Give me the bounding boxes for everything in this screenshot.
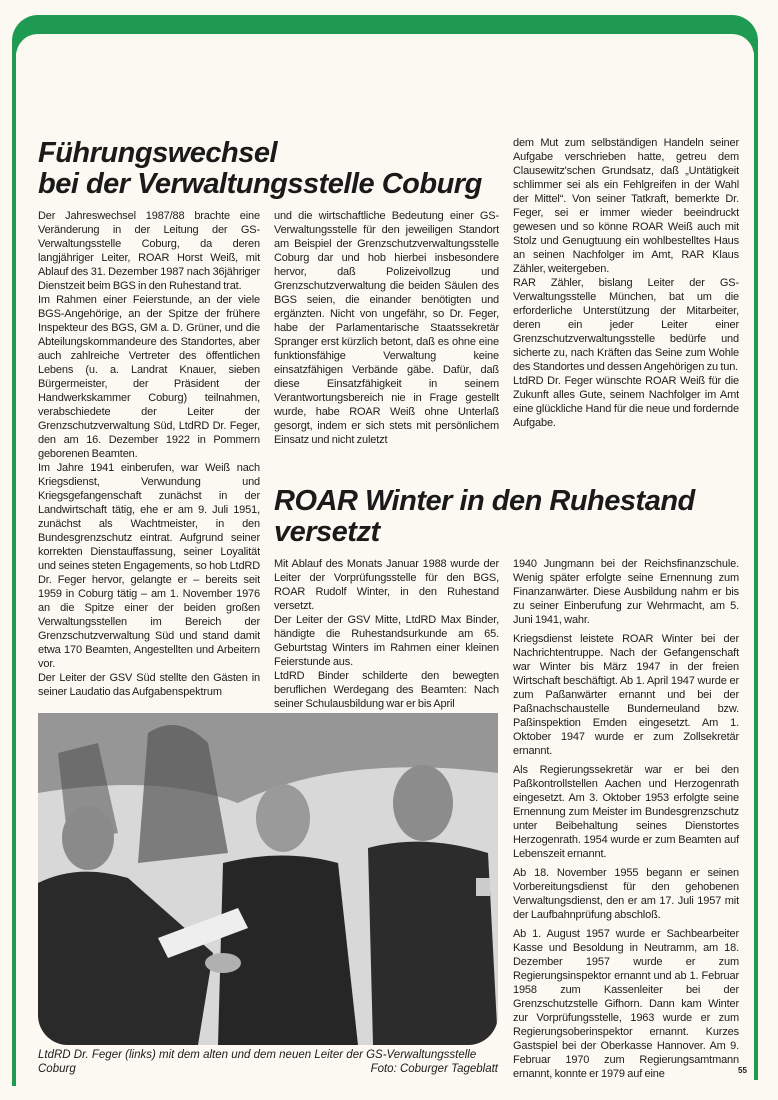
paragraph: LtdRD Dr. Feger wünschte ROAR Weiß für die Zukunft alles Gute, seinem Nachfolger im Amt eine glückliche Hand für die neue und fordernde Aufgabe. bbox=[513, 375, 739, 429]
paragraph: Der Jahreswechsel 1987/88 brachte eine Veränderung in der Leitung der GS-Verwaltungsstelle Coburg, da deren langjähriger Leiter, ROAR Horst Weiß, mit Ablauf des 31. Dezember 1987 nach 36jähriger Dienstzeit beim BGS in den Ruhestand trat. bbox=[38, 210, 260, 292]
paragraph: LtdRD Binder schilderte den bewegten beruflichen Werdegang des Beamten: Nach seiner Schulausbildung war er bis April bbox=[274, 670, 499, 710]
paragraph: Ab 1. August 1957 wurde er Sachbearbeiter Kasse und Besoldung in Neutramm, am 18. Dezember 1957 wurde er zum Regierungsinspektor ernannt und ab 1. Februar 1958 zum Kassenleiter bei der Grenzschutzstelle Gifhorn. Dann kam Winter zur Vorprüfungsstelle, 1963 wurde er zum Regierungsoberinspektor ernannt. Kurzes Gastspiel bei der Oberkasse Hannover. Am 9. Februar 1970 zum Regierungsamtmann ernannt, konnte er 1979 auf eine bbox=[513, 928, 739, 1080]
paragraph: Der Leiter der GSV Mitte, LtdRD Max Binder, händigte die Ruhestandsurkunde am 65. Geburtstag Winters im Rahmen einer kleinen Feierstunde aus. bbox=[274, 614, 499, 668]
photo-credit: Foto: Coburger Tageblatt bbox=[370, 1063, 498, 1075]
page-number: 55 bbox=[738, 1066, 747, 1075]
article2-column3 bbox=[513, 557, 739, 1081]
article2-title bbox=[274, 486, 695, 548]
green-frame-left bbox=[12, 40, 16, 1086]
article2-column2 bbox=[274, 557, 499, 711]
title-line: Führungswechsel bbox=[38, 137, 278, 169]
paragraph: RAR Zähler, bislang Leiter der GS-Verwaltungsstelle München, bat um die erforderliche Unterstützung der Mitarbeiter, deren ein jeder Leiter einer Grenzschutzverwaltungsstelle bedürfe und sicherte zu, nach Kräften das Seine zum Wohle des Standortes und dessen Angehörigen zu tun. bbox=[513, 277, 739, 373]
paragraph: und die wirtschaftliche Bedeutung einer GS-Verwaltungsstelle für den jeweiligen Standort am Beispiel der Grenzschutzverwaltungsstelle Coburg dar und hob hierbei insbesondere hervor, daß Polizeivollzug und Grenzschutzverwaltung die beiden Säulen des BGS seien, die einander benötigten und ergänzten. Nicht von ungefähr, so Dr. Feger, habe der Parlamentarische Staatssekretär Spranger erst kürzlich betont, daß es ohne eine funktionsfähige Verwaltung keine einsatzfähigen Verbände gäbe. Dafür, daß diese Einsatzfähigkeit in seinem Verantwortungsbereich nie in Frage gestellt wurde, habe ROAR Weiß ohne Unterlaß gesorgt, indem er sich stets mit persönlichem Einsatz und nicht zuletzt bbox=[274, 210, 499, 446]
caption-text: LtdRD Dr. Feger (links) mit dem alten und dem neuen Leiter der GS-Verwaltungsstelle Coburg bbox=[38, 1049, 477, 1075]
paragraph: 1940 Jungmann bei der Reichsfinanzschule. Wenig später erfolgte seine Ernennung zum Finanzanwärter. Diese Ausbildung nahm er bis zu seiner Einberufung zur Wehrmacht, am 5. Juni 1941, wahr. bbox=[513, 558, 739, 626]
title-line: versetzt bbox=[274, 516, 380, 548]
title-line: bei der Verwaltungsstelle Coburg bbox=[38, 168, 482, 200]
paragraph: Mit Ablauf des Monats Januar 1988 wurde der Leiter der Vorprüfungsstelle für den BGS, ROAR Rudolf Winter, in den Ruhestand versetzt. bbox=[274, 558, 499, 612]
paragraph: Im Jahre 1941 einberufen, war Weiß nach Kriegsdienst, Verwundung und Kriegsgefangenschaft zunächst in der Landwirtschaft tätig, ehe er am 9. Juli 1951, zunächst als Wachtmeister, in den Bundesgrenzschutz eintrat. Aufgrund seiner korrekten Dienstauffassung, seiner Loyalität und seines steten Engagements, so hob LtdRD Dr. Feger hervor, gelangte er – bereits seit 1959 in Coburg tätig – am 1. November 1976 an die Spitze einer der beiden großen Verwaltungsstellen im Bereich der Grenzschutzverwaltung Süd und stand damit etwa 170 Beamten, Angestellten und Arbeitern vor. bbox=[38, 462, 260, 670]
article1-column1 bbox=[38, 209, 260, 699]
photo-handshake bbox=[38, 713, 498, 1045]
article1-title bbox=[38, 138, 482, 200]
paragraph: Im Rahmen einer Feierstunde, an der viele BGS-Angehörige, an der Spitze der frühere Inspekteur des BGS, GM a. D. Grüner, und die Abteilungskommandeure des Standortes, aber auch zahlreiche Vertreter des öffentlichen Lebens (u. a. Landrat Knauer, sieben Bürgermeister, der Präsident der Handwerkskammer Coburg) teilnahmen, verabschiedete der Leiter der Grenzschutzverwaltung Süd, LtdRD Dr. Feger, den am 16. Dezember 1922 in Pommern geborenen Beamten. bbox=[38, 294, 260, 460]
article1-column2 bbox=[274, 209, 499, 447]
paragraph: Ab 18. November 1955 begann er seinen Vorbereitungsdienst für den gehobenen Verwaltungsdienst, den er am 17. Juli 1957 mit der Laufbahnprüfung abschloß. bbox=[513, 867, 739, 921]
photo-illustration bbox=[38, 713, 498, 1045]
article1-column3 bbox=[513, 136, 739, 430]
green-frame-right bbox=[754, 40, 758, 1080]
paragraph: Der Leiter der GSV Süd stellte den Gästen in seiner Laudatio das Aufgabenspektrum bbox=[38, 672, 260, 698]
paragraph: dem Mut zum selbständigen Handeln seiner Aufgabe verschrieben hatte, getreu dem Clausewitz'schen Grundsatz, daß „Untätigkeit schlimmer sei als ein Fehlgreifen in der Wahl der Mittel“. Von seiner Tatkraft, bemerkte Dr. Feger, sei er immer wieder beeindruckt gewesen und so könne ROAR Weiß auch mit Stolz und Genugtuung ein wohlbestelltes Haus an seinen Nachfolger im Amt, RAR Klaus Zähler, weitergeben. bbox=[513, 137, 739, 275]
paragraph: Kriegsdienst leistete ROAR Winter bei der Nachrichtentruppe. Nach der Gefangenschaft war Winter bis März 1947 in der freien Wirtschaft beschäftigt. Ab 1. April 1947 wurde er zum Paßanwärter ernannt und bei der Paßnachschaustelle Bunderneuland bzw. Paßinspektion Emden eingesetzt. Am 1. Oktober 1947 wurde er zum Zollsekretär ernannt. bbox=[513, 633, 739, 757]
paragraph: Als Regierungssekretär war er bei den Paßkontrollstellen Aachen und Herzogenrath eingesetzt. Am 3. Oktober 1953 erfolgte seine Ernennung zum Meister im Bundesgrenzschutz unter Beibehaltung seines Dienstortes Herzogenrath. 1954 wurde er zum Beamten auf Lebenszeit ernannt. bbox=[513, 764, 739, 860]
frame-inner-curve bbox=[16, 34, 754, 74]
title-line: ROAR Winter in den Ruhestand bbox=[274, 485, 695, 517]
photo-caption bbox=[38, 1048, 498, 1076]
